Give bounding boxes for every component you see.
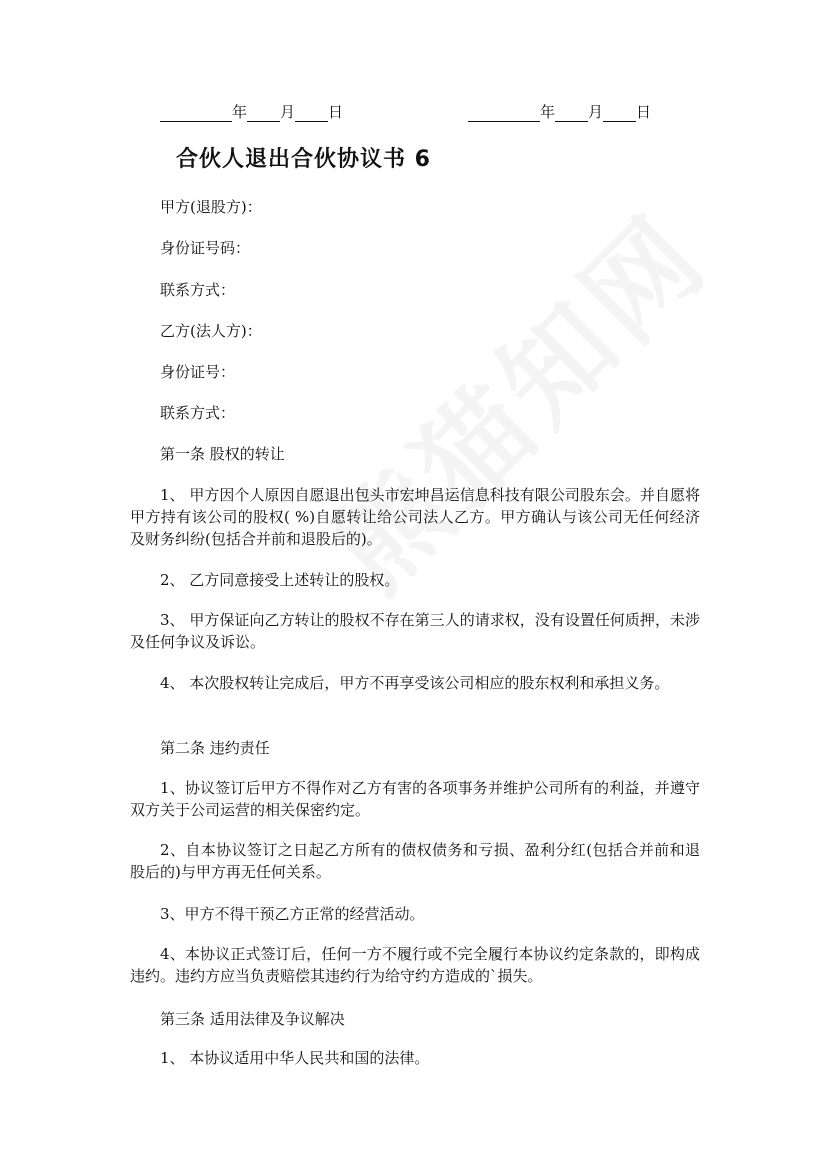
article-3-clause-1: 1、 本协议适用中华人民共和国的法律。 (160, 1049, 430, 1067)
article-2-clause-3: 3、甲方不得干预乙方正常的经营活动。 (160, 905, 425, 923)
month-label: 月 (588, 103, 604, 121)
day-label: 日 (636, 103, 652, 121)
article-3-heading: 第三条 适用法律及争议解决 (160, 1010, 345, 1028)
article-1-clause-2: 2、 乙方同意接受上述转让的股权。 (160, 571, 400, 589)
day-label: 日 (328, 103, 344, 121)
article-2-clause-1: 1、协议签订后甲方不得作对乙方有害的各项事务并维护公司所有的利益，并遵守双方关于公司运营的相关保密约定。 (130, 779, 700, 819)
month-label: 月 (280, 103, 296, 121)
article-1-clause-4: 4、 本次股权转让完成后，甲方不再享受该公司相应的股东权利和承担义务。 (160, 674, 670, 692)
date-line-right (468, 101, 651, 122)
article-1-heading: 第一条 股权的转让 (160, 445, 285, 463)
party-b-label: 乙方(法人方)： (160, 322, 262, 340)
article-2-heading: 第二条 违约责任 (160, 739, 270, 757)
article-1-clause-1: 1、 甲方因个人原因自愿退出包头市宏坤昌运信息科技有限公司股东会。并自愿将甲方持有该公司的股权( %)自愿转让给公司法人乙方。甲方确认与该公司无任何经济及财务纠纷(包括合并前和退股后的)。 (130, 486, 700, 548)
article-2-clause-4: 4、本协议正式签订后，任何一方不履行或不完全履行本协议约定条款的，即构成违约。违约方应当负责赔偿其违约行为给守约方造成的`损失。 (130, 945, 700, 985)
year-blank (468, 107, 540, 122)
party-a-contact-label: 联系方式： (160, 281, 236, 299)
month-blank (247, 107, 280, 122)
day-blank (603, 107, 636, 122)
article-1-clause-3: 3、 甲方保证向乙方转让的股权不存在第三人的请求权，没有设置任何质押，未涉及任何争议及诉讼。 (130, 611, 700, 651)
day-blank (295, 107, 328, 122)
year-label: 年 (540, 103, 556, 121)
year-label: 年 (232, 103, 248, 121)
party-a-label: 甲方(退股方)： (160, 198, 262, 216)
date-line-left (160, 101, 343, 122)
year-blank (160, 107, 232, 122)
party-b-id-label: 身份证号： (160, 363, 236, 381)
month-blank (555, 107, 588, 122)
document-title: 合伙人退出合伙协议书 6 (176, 147, 431, 172)
article-2-clause-2: 2、自本协议签订之日起乙方所有的债权债务和亏损、盈利分红(包括合并前和退股后的)与甲方再无任何关系。 (130, 841, 700, 881)
party-a-id-label: 身份证号码： (160, 239, 251, 257)
party-b-contact-label: 联系方式： (160, 404, 236, 422)
